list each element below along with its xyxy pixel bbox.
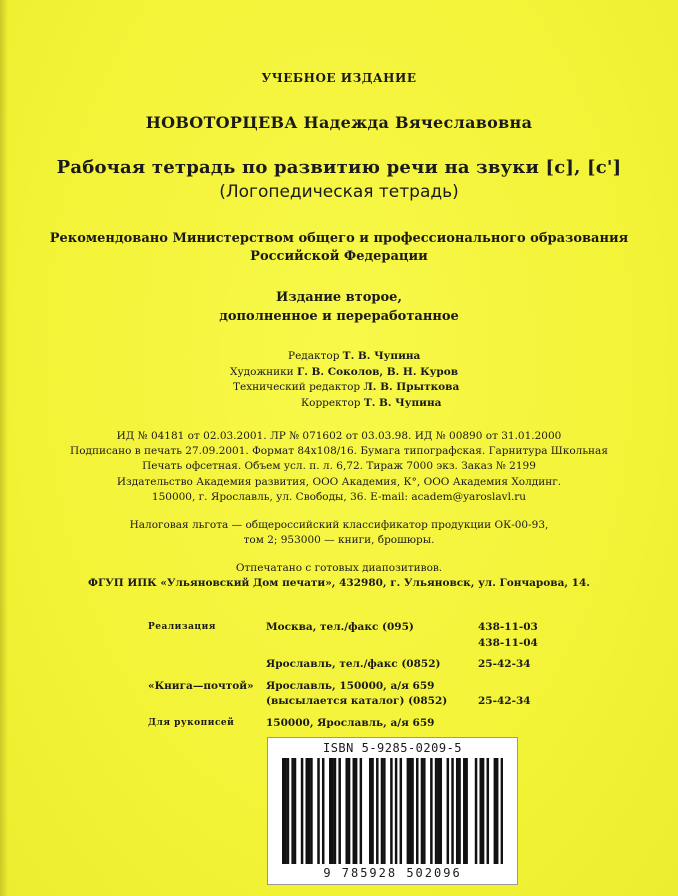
barcode-bar: [421, 758, 424, 864]
barcode-bar: [487, 758, 490, 864]
edition-line-1: Издание второе,: [276, 290, 402, 305]
barcode-bar: [451, 758, 454, 864]
credit-role: Редактор: [288, 350, 340, 362]
credit-role: Художники: [230, 365, 294, 378]
tax-line: том 2; 953000 — книги, брошюры.: [243, 534, 435, 546]
license-info: [0, 429, 678, 474]
barcode-bar: [329, 758, 332, 864]
barcode-bar: [306, 758, 309, 864]
credit-names: Т. В. Чупина: [363, 396, 442, 409]
print-line: ФГУП ИПК «Ульяновский Дом печати», 432980, г. Ульяновск, ул. Гончарова, 14.: [88, 577, 590, 589]
barcode-bar: [287, 758, 290, 864]
barcode-bar: [376, 758, 379, 864]
barcode-bar: [423, 758, 426, 864]
license-line: Печать офсетная. Объем усл. п. л. 6,72. Тираж 7000 экз. Заказ № 2199: [142, 460, 536, 472]
publisher-info: [0, 475, 678, 505]
sales-place: Ярославль, тел./факс (0852): [266, 658, 441, 670]
credits-block: [230, 349, 530, 411]
barcode-bars: [282, 758, 503, 864]
barcode-bar: [482, 758, 485, 864]
publisher-line: Издательство Академия развития, ООО Академия, К°, ООО Академия Холдинг.: [116, 476, 562, 488]
credit-artists: [230, 365, 530, 381]
barcode-bar: [501, 758, 503, 864]
sales-label: Реализация: [148, 622, 216, 632]
sales-row: [148, 694, 548, 710]
barcode-bar: [407, 758, 410, 864]
barcode-bar: [301, 758, 304, 864]
barcode-bar: [284, 758, 287, 864]
barcode-bar: [282, 758, 285, 864]
sales-place: 150000, Ярославль, а/я 659: [266, 716, 435, 729]
barcode-bar: [334, 758, 337, 864]
barcode-bar: [355, 758, 358, 864]
barcode-bar: [390, 758, 393, 864]
credit-tech-editor: [230, 380, 530, 396]
barcode-bar: [291, 758, 294, 864]
barcode-bar: [437, 758, 440, 864]
credit-role: Технический редактор: [233, 381, 361, 393]
sales-phone: 25-42-34: [478, 658, 531, 670]
sales-phone: 438-11-04: [478, 636, 538, 649]
sales-place: Ярославль, 150000, а/я 659: [266, 679, 435, 692]
barcode-bar: [409, 758, 412, 864]
barcode-bar: [494, 758, 497, 864]
sales-contacts: [148, 620, 548, 731]
barcode-bar: [463, 758, 466, 864]
barcode-bar: [465, 758, 468, 864]
barcode-bar: [430, 758, 433, 864]
barcode-bar: [400, 758, 403, 864]
license-line: Подписано в печать 27.09.2001. Формат 84х108/16. Бумага типографская. Гарнитура Школьная: [70, 445, 608, 457]
barcode-bar: [456, 758, 459, 864]
barcode-bar: [496, 758, 499, 864]
barcode: [267, 737, 518, 885]
license-line: ИД № 04181 от 02.03.2001. ЛР № 071602 от 03.03.98. ИД № 00890 от 31.01.2000: [116, 430, 562, 442]
sales-row: [148, 636, 548, 652]
barcode-bar: [345, 758, 347, 864]
sales-phone: 25-42-34: [478, 695, 531, 707]
book-title: Рабочая тетрадь по развитию речи на звуки [с], [с']: [56, 157, 622, 178]
barcode-bar: [322, 758, 325, 864]
ean-number: 9 785928 502096: [323, 866, 462, 880]
barcode-bar: [475, 758, 478, 864]
credit-editor: [230, 349, 530, 365]
sales-label: Для рукописей: [148, 717, 235, 728]
barcode-bar: [348, 758, 351, 864]
isbn-number: ISBN 5-9285-0209-5: [322, 741, 463, 755]
credit-names: Л. В. Прыткова: [363, 381, 460, 393]
credit-names: Т. В. Чупина: [342, 350, 421, 362]
sales-row: [148, 679, 548, 695]
recommendation-line-1: Рекомендовано Министерством общего и профессионального образования: [49, 231, 629, 246]
tax-line: Налоговая льгота — общероссийский классификатор продукции ОК-00-93,: [129, 519, 549, 531]
barcode-bar: [411, 758, 414, 864]
barcode-bar: [294, 758, 297, 864]
barcode-bar: [440, 758, 443, 864]
credit-role: Корректор: [301, 396, 361, 409]
edition-line-2: дополненное и переработанное: [219, 309, 459, 324]
barcode-bar: [369, 758, 372, 864]
sales-row: [148, 716, 548, 732]
publisher-line: 150000, г. Ярославль, ул. Свободы, 36. E-mail: academ@yaroslavl.ru: [151, 491, 527, 503]
barcode-bar: [479, 758, 482, 864]
sales-row: [148, 657, 548, 673]
barcode-bar: [331, 758, 334, 864]
barcode-bar: [310, 758, 313, 864]
sales-label: «Книга—почтой»: [148, 679, 254, 692]
edition-type: УЧЕБНОЕ ИЗДАНИЕ: [261, 71, 417, 85]
recommendation-line-2: Российской Федерации: [250, 249, 428, 264]
sales-row: [148, 620, 548, 636]
printing-info: [0, 561, 678, 591]
barcode-bar: [447, 758, 450, 864]
barcode-bar: [381, 758, 384, 864]
barcode-bar: [435, 758, 438, 864]
tax-info: [0, 518, 678, 548]
barcode-bar: [395, 758, 398, 864]
print-line: Отпечатано с готовых диапозитивов.: [235, 562, 443, 574]
sales-phone: 438-11-03: [478, 621, 538, 633]
barcode-bar: [353, 758, 356, 864]
credit-names: Г. В. Соколов, В. Н. Куров: [297, 365, 459, 378]
barcode-bar: [308, 758, 311, 864]
barcode-bar: [458, 758, 461, 864]
book-subtitle: (Логопедическая тетрадь): [219, 182, 459, 202]
author-name: НОВОТОРЦЕВА Надежда Вячеславовна: [145, 113, 533, 132]
sales-place: Москва, тел./факс (095): [266, 621, 414, 633]
sales-place: (высылается каталог) (0852): [266, 695, 448, 707]
barcode-bar: [338, 758, 341, 864]
credit-proofreader: [230, 396, 530, 412]
barcode-bar: [371, 758, 374, 864]
barcode-bar: [360, 758, 363, 864]
barcode-bar: [317, 758, 320, 864]
barcode-bar: [416, 758, 419, 864]
barcode-bar: [383, 758, 386, 864]
